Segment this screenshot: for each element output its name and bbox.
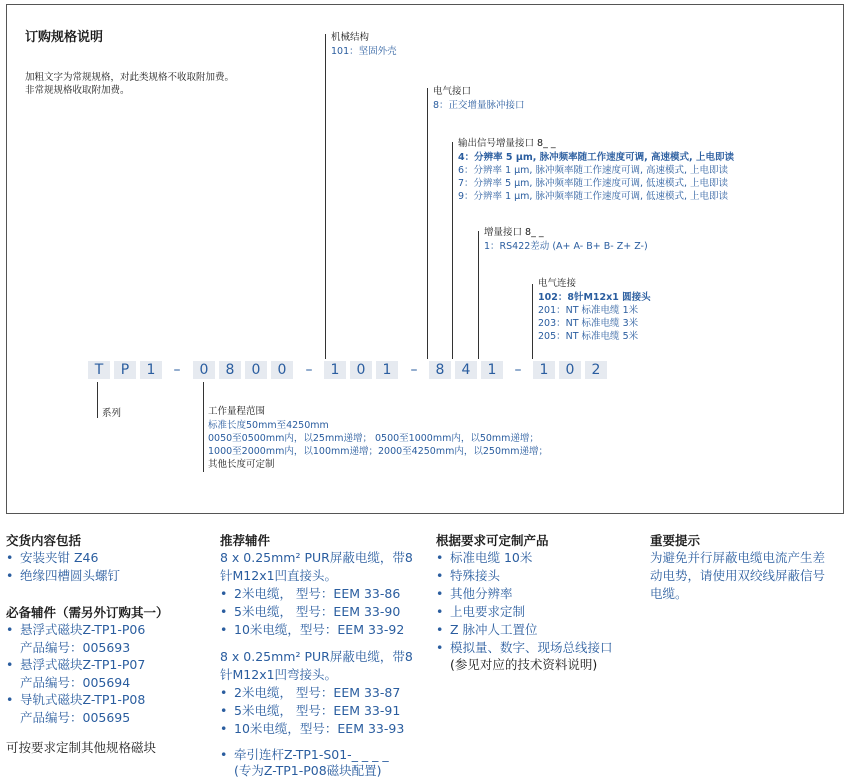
custom-item-5: • 模拟量、数字、现场总线接口 (436, 640, 613, 655)
mech-option-0: 101：坚固外壳 (331, 46, 397, 57)
code-separator: – (173, 362, 181, 378)
code-char: T (88, 361, 110, 379)
elec-if-option-0: 8：正交增量脉冲接口 (433, 100, 525, 111)
out-sig-option-2: 7：分辨率 5 μm, 脉冲频率随工作速度可调, 低速模式, 上电即读 (458, 178, 729, 189)
required-title: 必备辅件（需另外订购其一） (6, 605, 169, 620)
cable2-item-0: • 2米电缆， 型号：EEM 33-87 (220, 685, 401, 700)
connector-mech (325, 34, 326, 359)
code-char: 0 (193, 361, 215, 379)
important-line-2: 电缆。 (650, 586, 688, 601)
range-line-0: 标准长度50mm至4250mm (208, 420, 329, 431)
note-line-2: 非常规规格收取附加费。 (25, 85, 130, 96)
range-label: 工作量程范围 (208, 406, 266, 417)
inc-if-label: 增量接口 8_ _ (484, 227, 544, 238)
rod-note: (专为Z-TP1-P08磁块配置) (234, 763, 382, 778)
code-char: 1 (324, 361, 346, 379)
delivery-title: 交货内容包括 (6, 533, 82, 548)
mech-label: 机械结构 (331, 32, 370, 43)
code-char: 8 (429, 361, 451, 379)
out-sig-option-3: 9：分辨率 1 μm, 脉冲频率随工作速度可调, 低速模式, 上电即读 (458, 191, 729, 202)
code-char: 0 (271, 361, 293, 379)
required-item-1: • 悬浮式磁块Z-TP1-P07 (6, 657, 146, 672)
important-line-0: 为避免并行屏蔽电缆电流产生差 (650, 550, 826, 565)
code-char: 0 (559, 361, 581, 379)
required-code-0: 产品编号：005693 (20, 640, 131, 655)
range-line-2: 1000至2000mm内，以100mm递增；2000至4250mm内，以250mm递增； (208, 446, 549, 457)
custom-item-1: • 特殊接头 (436, 568, 501, 583)
code-char: 1 (140, 361, 162, 379)
custom-item-3: • 上电要求定制 (436, 604, 526, 619)
connector-range (203, 382, 204, 472)
conn-option-2: 203：NT 标准电缆 3米 (538, 318, 639, 329)
cable2-item-1: • 5米电缆， 型号：EEM 33-91 (220, 703, 401, 718)
delivery-item-0: • 安装夹钳 Z46 (6, 550, 99, 565)
code-char: 0 (350, 361, 372, 379)
cable1-item-2: • 10米电缆，型号：EEM 33-92 (220, 622, 405, 637)
code-char: 1 (481, 361, 503, 379)
cable1-item-0: • 2米电缆， 型号：EEM 33-86 (220, 586, 401, 601)
series-label: 系列 (102, 408, 122, 419)
delivery-item-1: • 绝缘四槽圆头螺钉 (6, 568, 121, 583)
range-custom: 其他长度可定制 (208, 459, 275, 470)
code-char: 2 (585, 361, 607, 379)
required-code-2: 产品编号：005695 (20, 710, 131, 725)
important-line-1: 动电势，请使用双绞线屏蔽信号 (650, 568, 826, 583)
connector-series (97, 382, 98, 418)
code-char: 1 (533, 361, 555, 379)
required-code-1: 产品编号：005694 (20, 675, 131, 690)
cable2-desc-1: 针M12x1凹弯接头。 (220, 667, 338, 682)
code-separator: – (410, 362, 418, 378)
elec-if-label: 电气接口 (433, 86, 472, 97)
connector-inc-if (478, 231, 479, 359)
conn-label: 电气连接 (538, 278, 577, 289)
custom-item-2: • 其他分辨率 (436, 586, 513, 601)
range-line-1: 0050至0500mm内，以25mm递增； 0500至1000mm内，以50mm递增； (208, 433, 539, 444)
cable1-desc-0: 8 x 0.25mm² PUR屏蔽电缆，带8 (220, 550, 413, 565)
note-line-1: 加粗文字为常规规格，对此类规格不收取附加费。 (25, 72, 235, 83)
code-separator: – (514, 362, 522, 378)
required-item-0: • 悬浮式磁块Z-TP1-P06 (6, 622, 146, 637)
code-char: 0 (245, 361, 267, 379)
conn-option-0: 102：8针M12x1 圆接头 (538, 292, 651, 303)
code-char: 1 (376, 361, 398, 379)
connector-elec-if (427, 88, 428, 359)
connector-out-sig (452, 142, 453, 359)
custom-item-0: • 标准电缆 10米 (436, 550, 533, 565)
inc-if-option-0: 1：RS422差动 (A+ A- B+ B- Z+ Z-) (484, 241, 648, 252)
important-title: 重要提示 (650, 533, 701, 548)
out-sig-option-0: 4：分辨率 5 μm, 脉冲频率随工作速度可调, 高速模式, 上电即读 (458, 152, 734, 163)
required-item-2: • 导轨式磁块Z-TP1-P08 (6, 692, 146, 707)
out-sig-option-1: 6：分辨率 1 μm, 脉冲频率随工作速度可调, 高速模式, 上电即读 (458, 165, 729, 176)
code-char: 8 (219, 361, 241, 379)
custom-note: (参见对应的技术资料说明) (450, 657, 598, 672)
conn-option-1: 201：NT 标准电缆 1米 (538, 305, 639, 316)
out-sig-label: 输出信号增量接口 8_ _ (458, 138, 556, 149)
cable1-desc-1: 针M12x1凹直接头。 (220, 568, 338, 583)
rod-item: • 牵引连杆Z-TP1-S01-_ _ _ _ (220, 747, 389, 762)
custom-item-4: • Z 脉冲人工置位 (436, 622, 538, 637)
code-char: 4 (455, 361, 477, 379)
cable2-desc-0: 8 x 0.25mm² PUR屏蔽电缆，带8 (220, 649, 413, 664)
cable2-item-2: • 10米电缆，型号：EEM 33-93 (220, 721, 405, 736)
conn-option-3: 205：NT 标准电缆 5米 (538, 331, 639, 342)
recommended-title: 推荐辅件 (220, 533, 271, 548)
connector-conn (532, 284, 533, 359)
required-footer: 可按要求定制其他规格磁块 (6, 740, 157, 755)
cable1-item-1: • 5米电缆， 型号：EEM 33-90 (220, 604, 401, 619)
custom-title: 根据要求可定制产品 (436, 533, 549, 548)
page-title: 订购规格说明 (25, 30, 104, 45)
code-separator: – (305, 362, 313, 378)
code-char: P (114, 361, 136, 379)
